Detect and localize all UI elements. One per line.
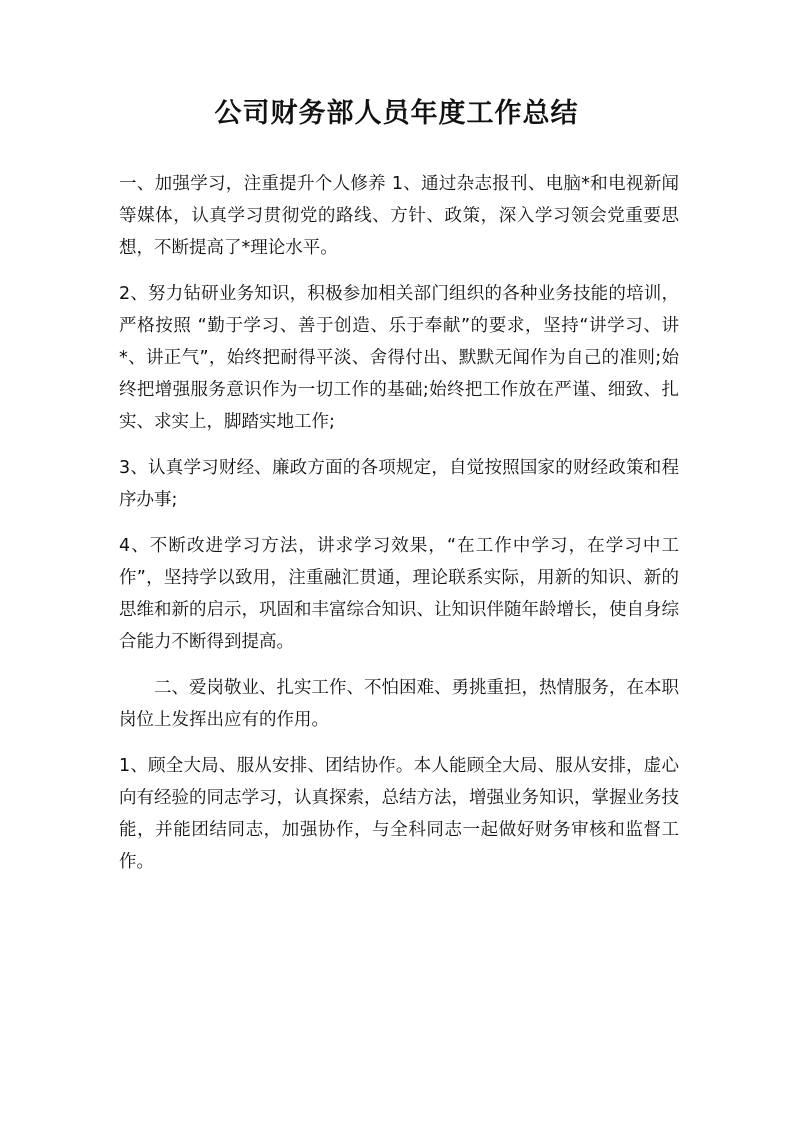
paragraph-4: 4、不断改进学习方法，讲求学习效果，“在工作中学习，在学习中工作”，坚持学以致用，注重融汇贯通，理论联系实际，用新的知识、新的思维和新的启示，巩固和丰富综合知识、让知识伴随年龄增长，使自身综合能力不断得到提高。 <box>119 536 679 652</box>
paragraph-6: 1、顾全大局、服从安排、团结协作。本人能顾全大局、服从安排，虚心向有经验的同志学习，认真探索，总结方法，增强业务知识，掌握业务技能，并能团结同志，加强协作，与全科同志一起做好财务审核和监督工作。 <box>119 756 679 872</box>
paragraph-2: 2、努力钻研业务知识，积极参加相关部门组织的各种业务技能的培训，严格按照 “勤于学习、善于创造、乐于奉献”的要求，坚持“讲学习、讲*、讲正气”，始终把耐得平淡、舍得付出、默默无闻作为自己的准则;始终把增强服务意识作为一切工作的基础;始终把工作放在严谨、细致、扎实、求实上，脚踏实地工作; <box>119 284 679 432</box>
document-title: 公司财务部人员年度工作总结 <box>214 98 579 129</box>
paragraph-1: 一、加强学习，注重提升个人修养 1、通过杂志报刊、电脑*和电视新闻等媒体，认真学习贯彻党的路线、方针、政策，深入学习领会党重要思想，不断提高了*理论水平。 <box>119 174 679 258</box>
paragraph-5: 二、爱岗敬业、扎实工作、不怕困难、勇挑重担，热情服务，在本职岗位上发挥出应有的作用。 <box>119 678 679 730</box>
document-body <box>119 168 679 892</box>
paragraph-3: 3、认真学习财经、廉政方面的各项规定，自觉按照国家的财经政策和程序办事; <box>119 458 679 510</box>
